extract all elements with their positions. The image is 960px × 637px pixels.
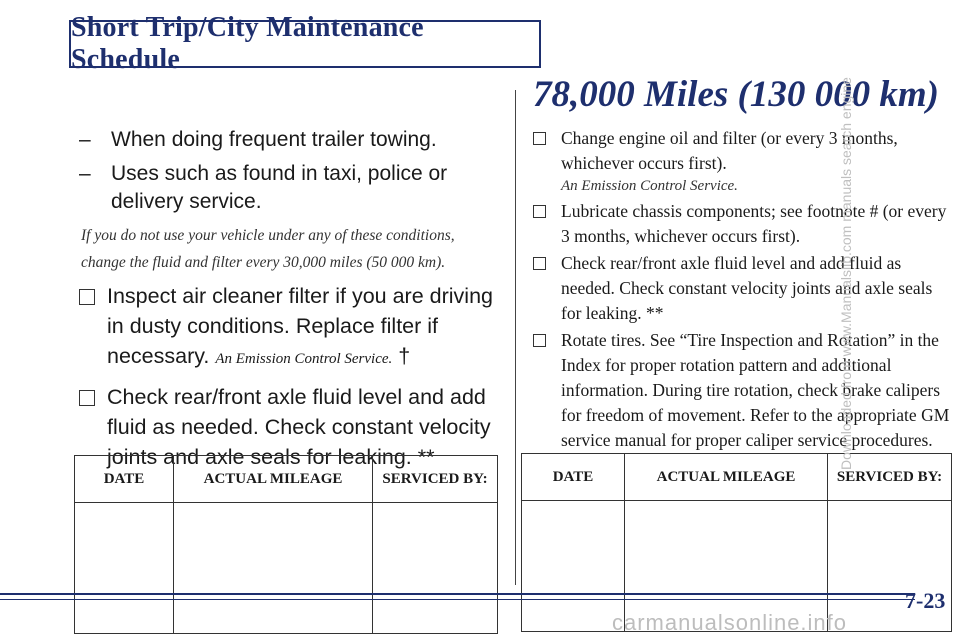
checkbox[interactable] (533, 257, 546, 270)
date-cell[interactable] (75, 503, 174, 634)
service-record-table-right (521, 453, 952, 632)
section-title: Short Trip/City Maintenance Schedule (71, 12, 424, 75)
footer-rule (0, 593, 915, 595)
left-column (79, 126, 499, 480)
table-header-date: DATE (522, 454, 625, 501)
serviced-by-cell[interactable] (373, 503, 498, 634)
table-header-mileage: ACTUAL MILEAGE (174, 456, 373, 503)
checklist-item-lubricate (533, 199, 953, 249)
checklist-text: Check rear/front axle fluid level and add fluid as needed. Check constant velocity joints and axle seals for leaking. ** (561, 253, 933, 323)
table-header-serviced-by: SERVICED BY: (373, 456, 498, 503)
dash-marker: – (79, 162, 91, 185)
checkbox[interactable] (533, 132, 546, 145)
checkbox[interactable] (533, 205, 546, 218)
mileage-heading: 78,000 Miles (130 000 km) (533, 74, 939, 115)
table-header-serviced-by: SERVICED BY: (828, 454, 952, 501)
column-divider (515, 90, 516, 585)
dash-item-text: Uses such as found in taxi, police or delivery service. (111, 162, 448, 213)
fluid-change-note: If you do not use your vehicle under any of these conditions, change the fluid and filter every 30,000 miles (50 000 km). (81, 227, 455, 271)
checklist-text: Inspect air cleaner filter if you are driving in dusty conditions. Replace filter if necessary. (107, 284, 493, 368)
emission-note: An Emission Control Service. (561, 178, 738, 194)
dash-item (79, 126, 499, 154)
date-cell[interactable] (522, 501, 625, 632)
service-record-table-left (74, 455, 498, 634)
page-number: 7-23 (905, 588, 946, 613)
mileage-cell[interactable] (174, 503, 373, 634)
checklist-item-axle-fluid (533, 251, 953, 326)
site-watermark: carmanualsonline.info (612, 610, 848, 635)
right-column (533, 126, 953, 455)
checklist-item-air-filter (79, 281, 499, 374)
checkbox[interactable] (79, 390, 95, 406)
footer-rule-thin (0, 599, 915, 600)
checkbox[interactable] (533, 334, 546, 347)
checklist-item-oil (533, 126, 953, 176)
table-header-mileage: ACTUAL MILEAGE (625, 454, 828, 501)
vertical-watermark: Downloaded from www.Manualslib.com manuals search engine (838, 77, 854, 470)
dagger-mark: † (398, 344, 411, 368)
dash-item (79, 160, 499, 216)
checklist-text: Change engine oil and filter (or every 3 months, whichever occurs first). (561, 128, 898, 173)
section-header (69, 12, 541, 75)
checkbox[interactable] (79, 289, 95, 305)
checklist-text: Check rear/front axle fluid level and add fluid as needed. Check constant velocity joints and axle seals for leaking. ** (107, 385, 491, 469)
table-header-date: DATE (75, 456, 174, 503)
dash-item-text: When doing frequent trailer towing. (111, 128, 437, 151)
dash-marker: – (79, 128, 91, 151)
checklist-text: Rotate tires. See “Tire Inspection and Rotation” in the Index for proper rotation pattern and additional information. During tire rotation, check brake calipers for freedom of movement. Refer to the appropriate GM service manual for proper caliper service procedures. (561, 330, 950, 450)
emission-note: An Emission Control Service. (215, 351, 393, 367)
checklist-text: Lubricate chassis components; see footnote # (or every 3 months, whichever occurs first). (561, 201, 947, 246)
